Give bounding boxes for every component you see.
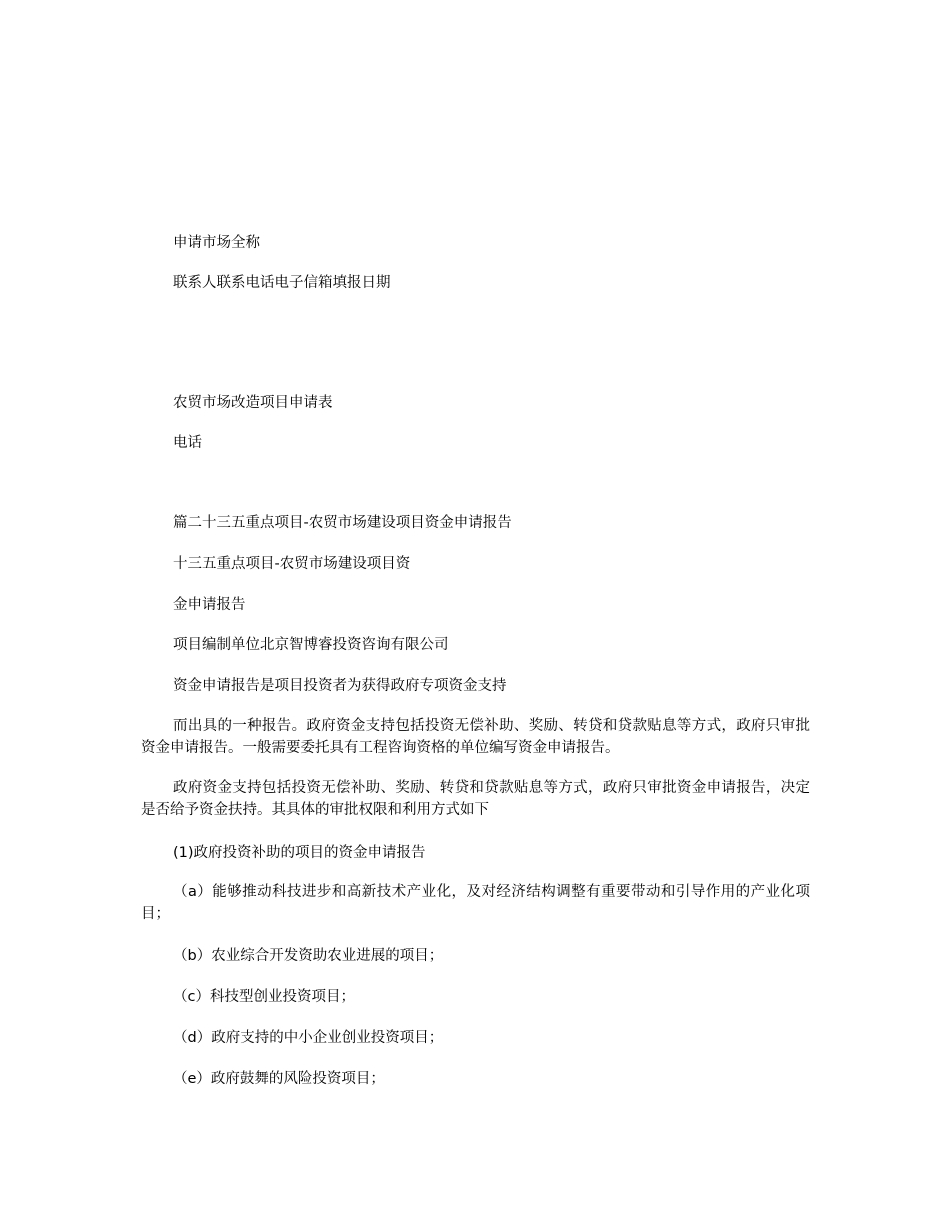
- paragraph-1: 而出具的一种报告。政府资金支持包括投资无偿补助、奖励、转贷和贷款贴息等方式，政府只审批资金申请报告。一般需要委托具有工程咨询资格的单位编写资金申请报告。: [141, 718, 810, 756]
- report-title-line-2: 金申请报告: [173, 597, 246, 613]
- intro-line: 资金申请报告是项目投资者为获得政府专项资金支持: [173, 678, 507, 694]
- list-item-a: （a）能够推动科技进步和高新技术产业化，及对经济结构调整有重要带动和引导作用的产业化项目；: [141, 884, 810, 922]
- report-title-line-1: 十三五重点项目-农贸市场建设项目资: [173, 556, 411, 572]
- list-item-b: （b）农业综合开发资助农业进展的项目；: [173, 948, 444, 964]
- contact-info-line: 联系人联系电话电子信箱填报日期: [173, 275, 391, 291]
- list-item-c: （c）科技型创业投资项目；: [173, 989, 355, 1005]
- paragraph-2: 政府资金支持包括投资无偿补助、奖励、转贷和贷款贴息等方式，政府只审批资金申请报告，决定是否给予资金扶持。其具体的审批权限和利用方式如下: [141, 780, 810, 818]
- list-heading: (1)政府投资补助的项目的资金申请报告: [173, 845, 426, 861]
- section-heading: 篇二十三五重点项目-农贸市场建设项目资金申请报告: [173, 515, 512, 531]
- list-item-d: （d）政府支持的中小企业创业投资项目；: [173, 1030, 444, 1046]
- form-title: 农贸市场改造项目申请表: [173, 395, 333, 411]
- applicant-market-name-line: 申请市场全称: [173, 235, 260, 251]
- compiling-unit-line: 项目编制单位北京智博睿投资咨询有限公司: [173, 637, 449, 653]
- phone-line: 电话: [173, 435, 202, 451]
- list-item-e: （e）政府鼓舞的风险投资项目；: [173, 1071, 385, 1087]
